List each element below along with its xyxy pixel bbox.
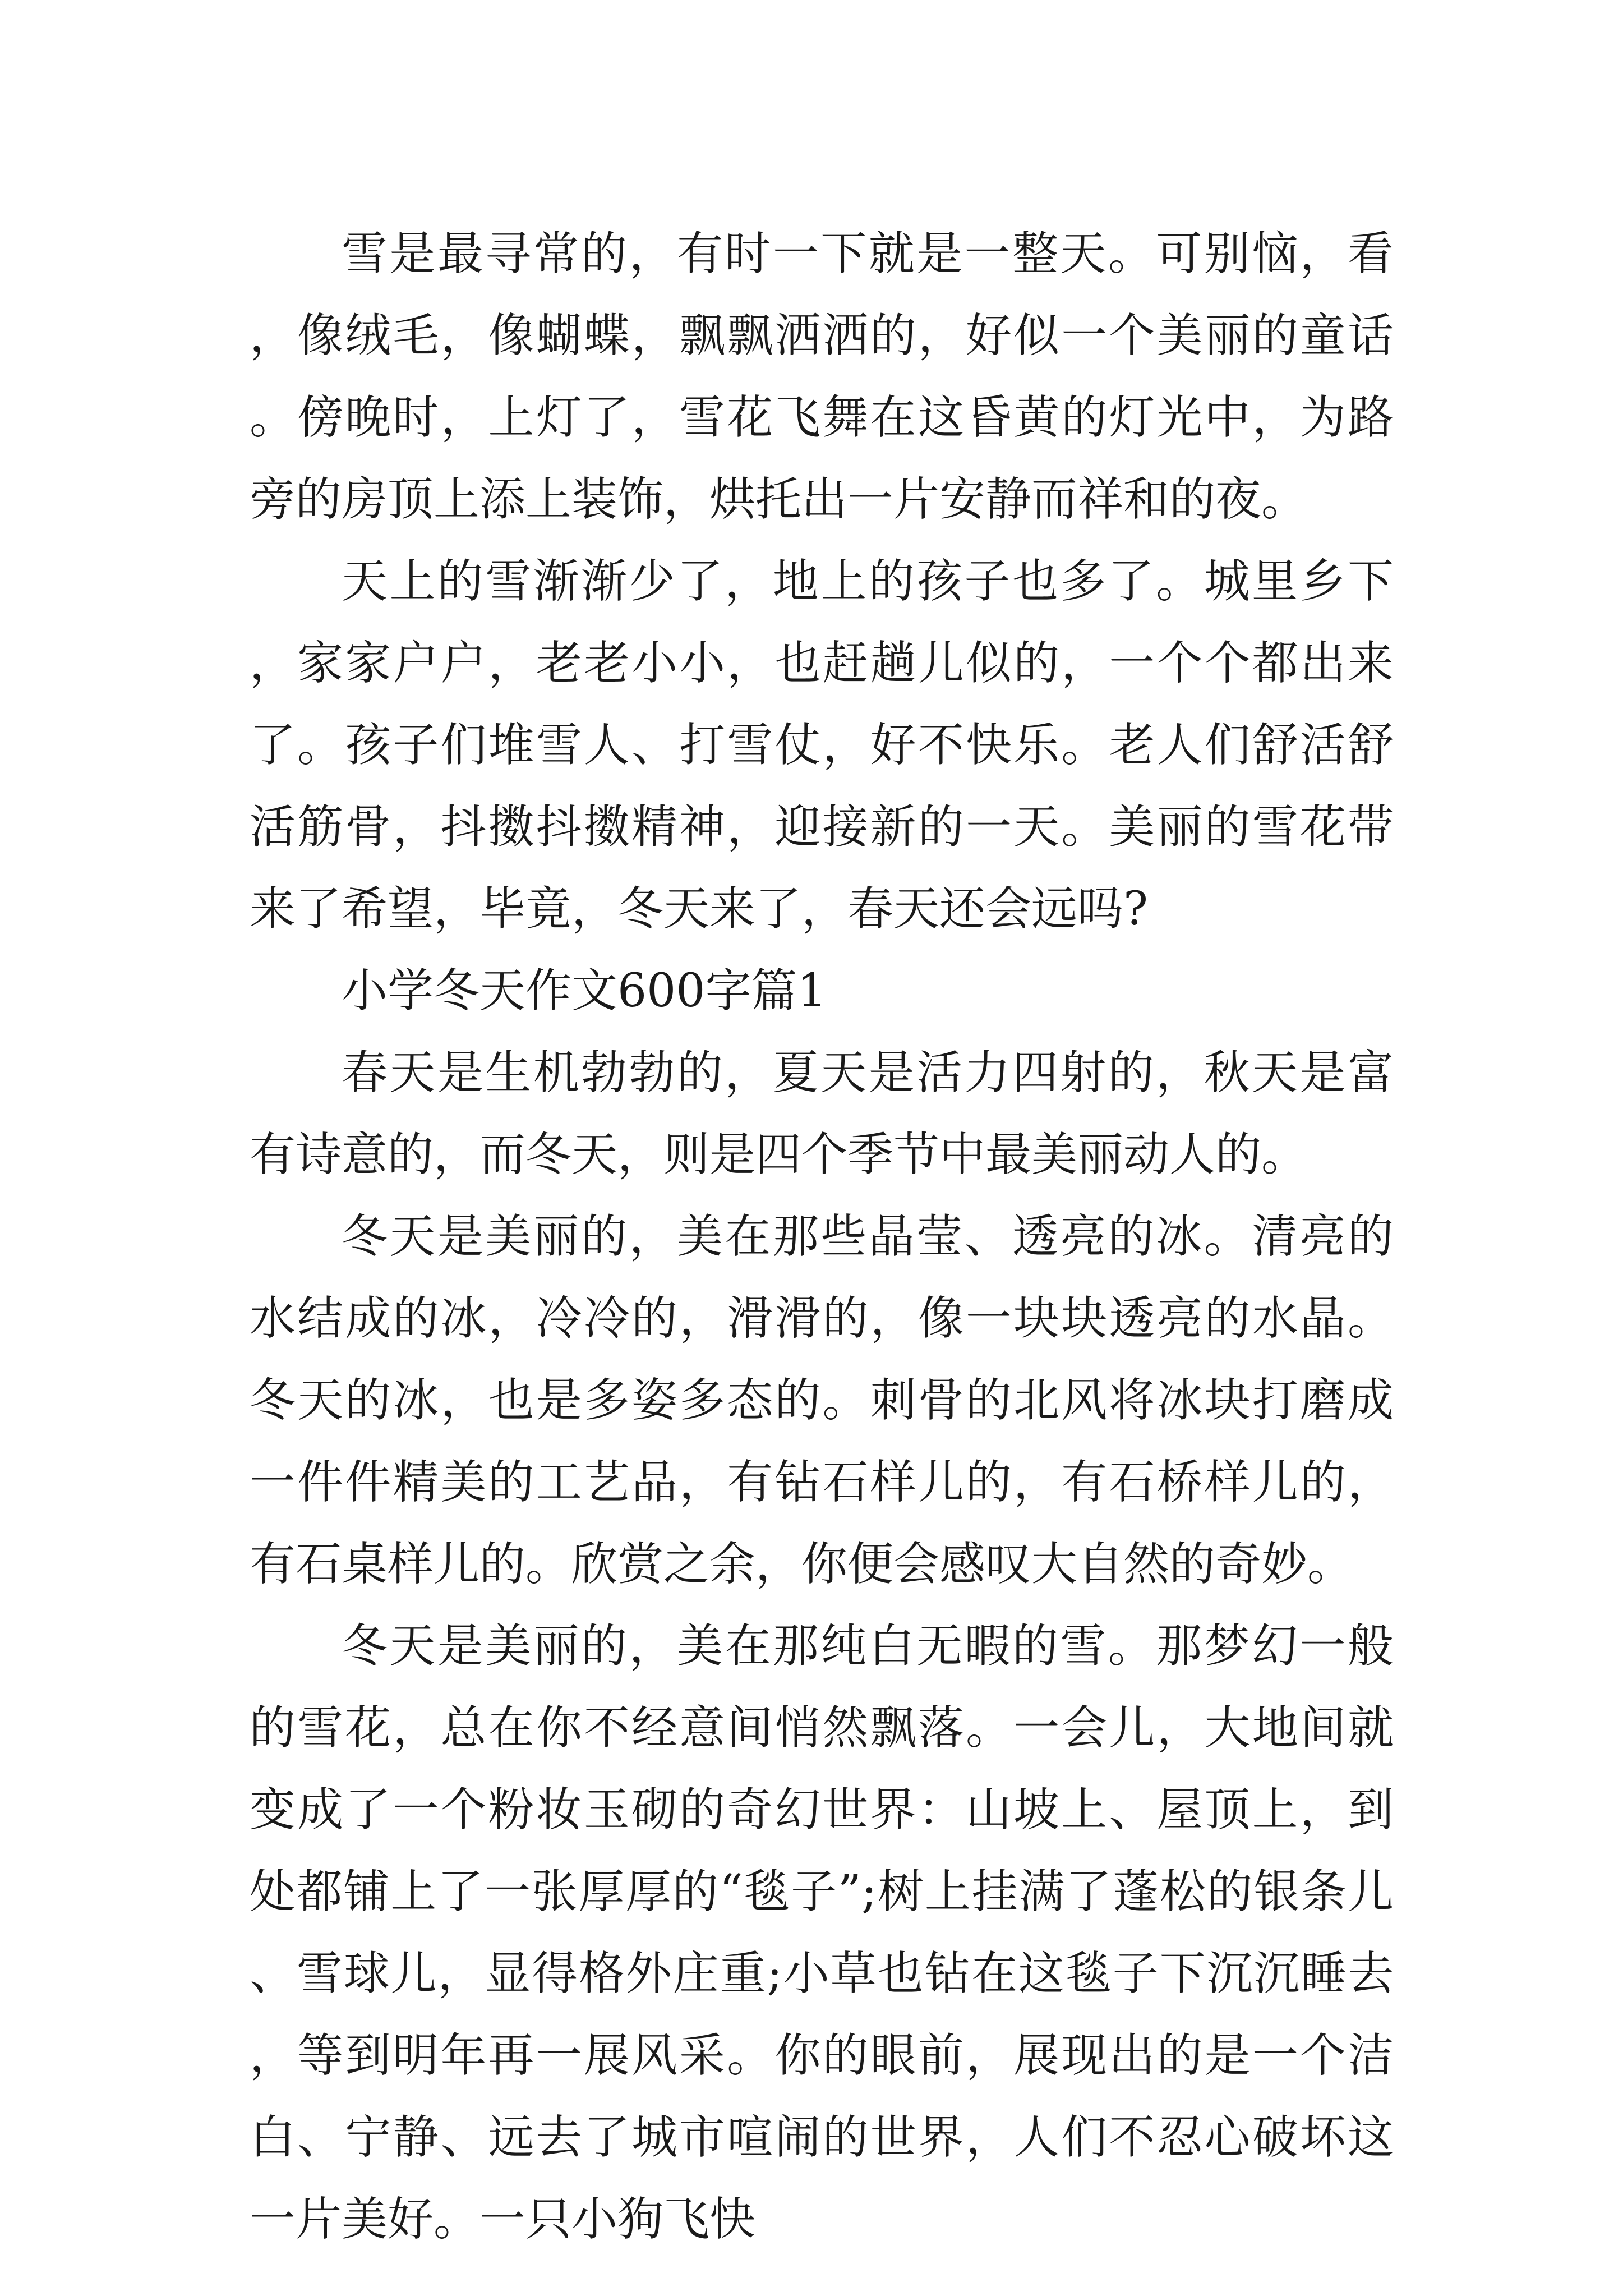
- section-heading: 小学冬天作文600字篇1: [342, 964, 827, 1018]
- paragraph: 雪是最寻常的，有时一下就是一整天。可别恼，看，像绒毛，像蝴蝶，飘飘洒洒的，好似一个美丽的童话。傍晚时，上灯了，雪花飞舞在这昏黄的灯光中，为路旁的房顶上添上装饰，烘托出一片安静而祥和的夜。: [250, 227, 1394, 526]
- paragraph: 天上的雪渐渐少了，地上的孩子也多了。城里乡下，家家户户，老老小小，也赶趟儿似的，一个个都出来了。孩子们堆雪人、打雪仗，好不快乐。老人们舒活舒活筋骨，抖擞抖擞精神，迎接新的一天。美丽的雪花带来了希望，毕竟，冬天来了，春天还会远吗?: [250, 555, 1394, 936]
- document-body: [250, 213, 1394, 2261]
- paragraph: 春天是生机勃勃的，夏天是活力四射的，秋天是富有诗意的，而冬天，则是四个季节中最美丽动人的。: [250, 1046, 1394, 1181]
- paragraph: 冬天是美丽的，美在那些晶莹、透亮的冰。清亮的水结成的冰，冷冷的，滑滑的，像一块块透亮的水晶。冬天的冰，也是多姿多态的。刺骨的北风将冰块打磨成一件件精美的工艺品，有钻石样儿的，有石桥样儿的，有石桌样儿的。欣赏之余，你便会感叹大自然的奇妙。: [250, 1210, 1394, 1591]
- paragraph: 冬天是美丽的，美在那纯白无暇的雪。那梦幻一般的雪花，总在你不经意间悄然飘落。一会儿，大地间就变成了一个粉妆玉砌的奇幻世界：山坡上、屋顶上，到处都铺上了一张厚厚的“毯子”;树上挂满了蓬松的银条儿、雪球儿，显得格外庄重;小草也钻在这毯子下沉沉睡去，等到明年再一展风采。你的眼前，展现出的是一个洁白、宁静、远去了城市喧闹的世界，人们不忍心破坏这一片美好。一只小狗飞快: [250, 1619, 1394, 2246]
